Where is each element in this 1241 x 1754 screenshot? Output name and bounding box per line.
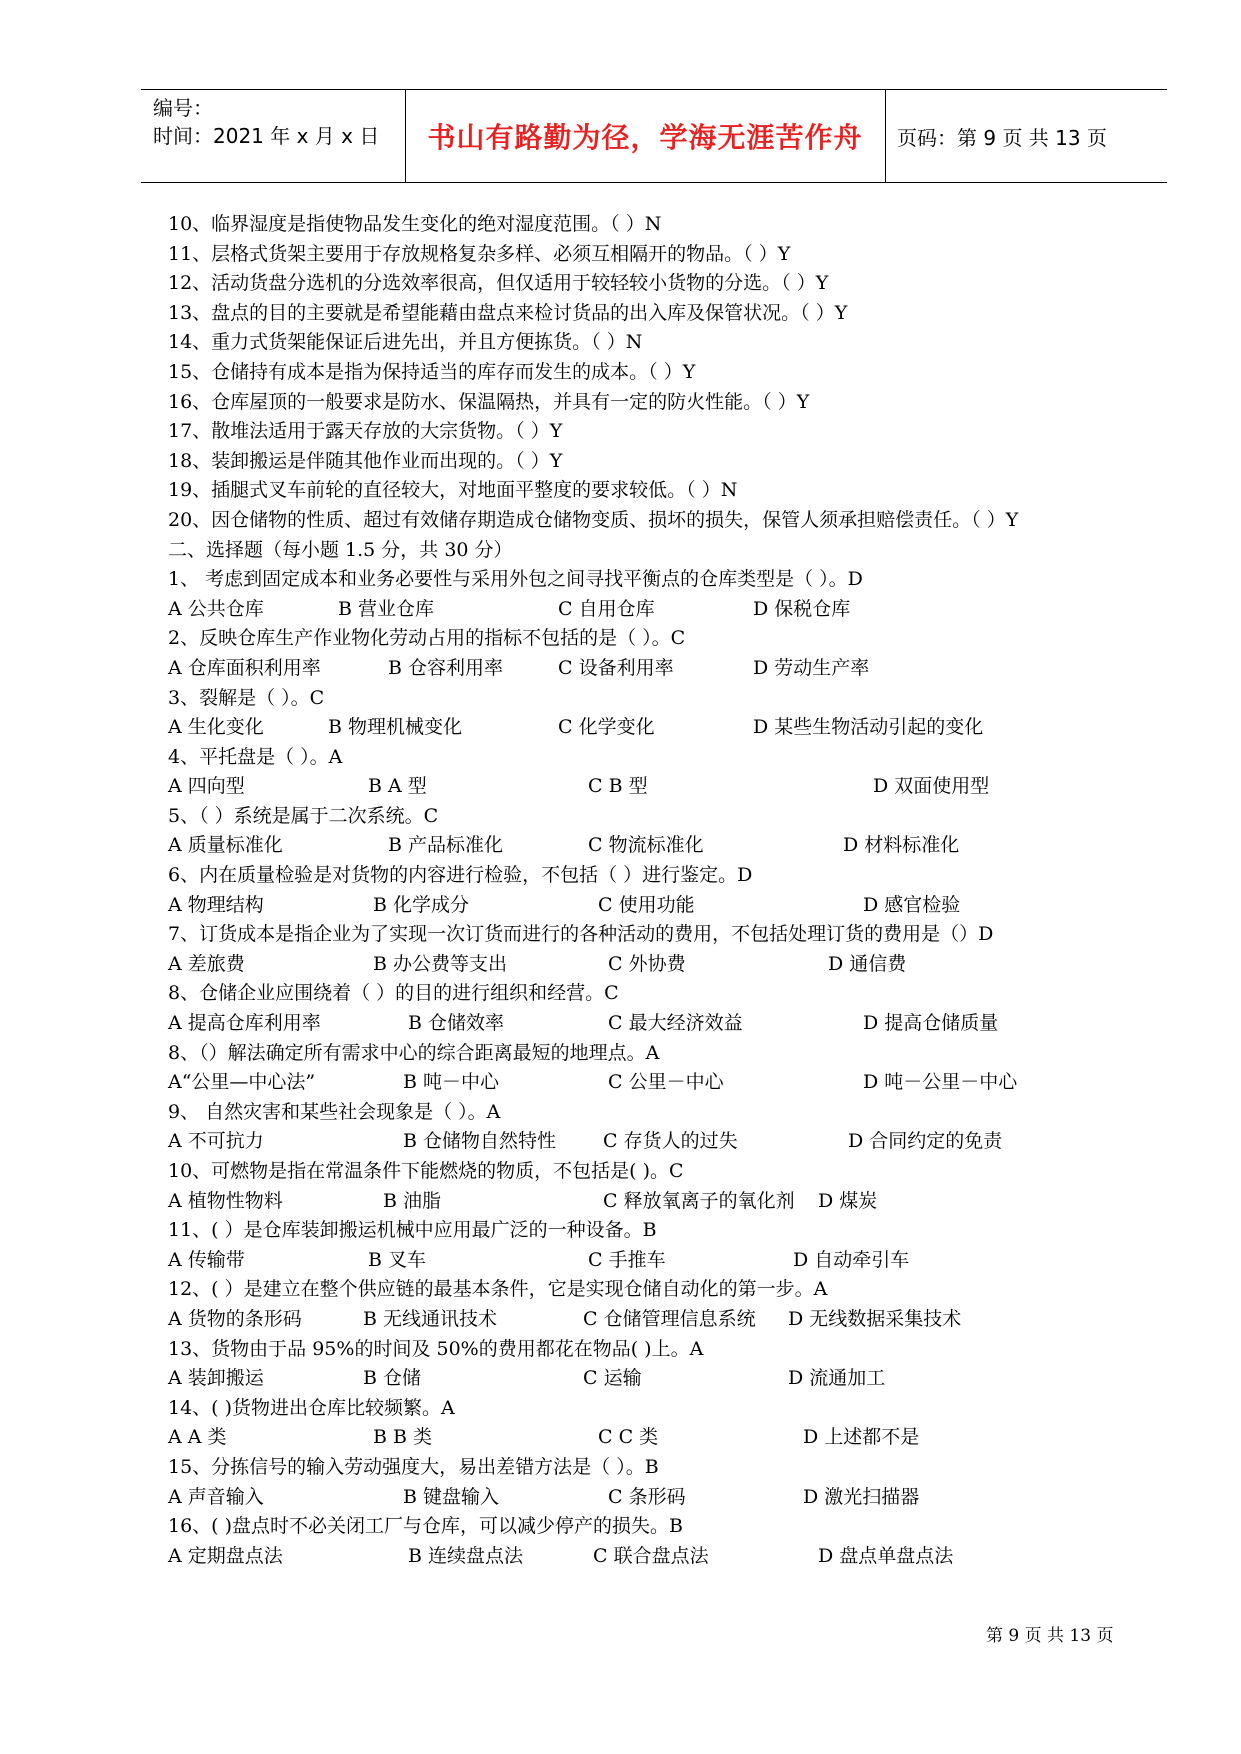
option-d: D 上述都不是 — [803, 1426, 920, 1449]
option-b: B 营业仓库 — [338, 597, 435, 620]
option-row — [168, 1305, 1188, 1335]
question-stem: 14、( )货物进出仓库比较频繁。A — [168, 1396, 455, 1419]
option-row — [168, 1187, 1188, 1217]
option-d: D 某些生物活动引起的变化 — [753, 716, 984, 739]
option-a: A 传输带 — [168, 1248, 245, 1271]
option-c: C 仓储管理信息系统 — [583, 1307, 756, 1330]
option-c: C 运输 — [583, 1367, 642, 1390]
option-c: C C 类 — [598, 1426, 659, 1449]
option-row — [168, 1423, 1188, 1453]
option-d: D 合同约定的免责 — [848, 1130, 1003, 1153]
judgement-item: 19、插腿式叉车前轮的直径较大，对地面平整度的要求较低。（ ）N — [168, 479, 738, 502]
option-a: A 生化变化 — [168, 716, 264, 739]
option-row — [168, 891, 1188, 921]
option-a: A 装卸搬运 — [168, 1367, 264, 1390]
option-a: A 四向型 — [168, 775, 245, 798]
option-row — [168, 772, 1188, 802]
question-stem: 5、（ ）系统是属于二次系统。C — [168, 804, 439, 827]
option-b: B 无线通讯技术 — [363, 1307, 498, 1330]
choice-list — [168, 565, 1188, 1571]
option-a: A 物理结构 — [168, 893, 264, 916]
question-stem: 7、订货成本是指企业为了实现一次订货而进行的各种活动的费用，不包括处理订货的费用是（）D — [168, 923, 994, 946]
question-stem: 12、( ）是建立在整个供应链的最基本条件，它是实现仓储自动化的第一步。A — [168, 1278, 828, 1301]
option-b: B 仓容利用率 — [388, 656, 504, 679]
option-b: B 油脂 — [383, 1189, 442, 1212]
judgement-item: 15、仓储持有成本是指为保持适当的库存而发生的成本。（ ）Y — [168, 360, 696, 383]
option-a: A 不可抗力 — [168, 1130, 264, 1153]
judgement-item: 10、临界湿度是指使物品发生变化的绝对湿度范围。（ ）N — [168, 213, 662, 235]
option-c: C 化学变化 — [558, 716, 655, 739]
page-header — [141, 89, 1167, 183]
option-d: D 无线数据采集技术 — [788, 1307, 962, 1330]
option-a: A A 类 — [168, 1426, 227, 1449]
option-a: A 定期盘点法 — [168, 1544, 283, 1567]
option-c: C 物流标准化 — [588, 834, 704, 857]
page-footer: 第 9 页 共 13 页 — [986, 1626, 1114, 1646]
question-stem: 3、裂解是（ ）。C — [168, 686, 325, 709]
option-c: C 自用仓库 — [558, 597, 655, 620]
option-b: B 产品标准化 — [388, 834, 504, 857]
option-d: D 感官检验 — [863, 893, 961, 916]
option-a: A 仓库面积利用率 — [168, 656, 321, 679]
option-b: B 吨－中心 — [403, 1071, 500, 1094]
judgement-item: 17、散堆法适用于露天存放的大宗货物。（ ）Y — [168, 420, 563, 443]
document-body — [168, 210, 1188, 1571]
option-a: A 声音输入 — [168, 1485, 264, 1508]
option-c: C 使用功能 — [598, 893, 695, 916]
option-b: B 叉车 — [368, 1248, 427, 1271]
judgement-item: 13、盘点的目的主要就是希望能藉由盘点来检讨货品的出入库及保管状况。（ ）Y — [168, 301, 848, 324]
judgement-item: 16、仓库屋顶的一般要求是防水、保温隔热，并具有一定的防火性能。（ ）Y — [168, 390, 810, 413]
option-b: B 仓储 — [363, 1367, 422, 1390]
option-d: D 盘点单盘点法 — [818, 1544, 954, 1567]
question-stem: 2、反映仓库生产作业物化劳动占用的指标不包括的是（ ）。C — [168, 627, 686, 650]
option-d: D 双面使用型 — [873, 775, 990, 798]
option-row — [168, 1364, 1188, 1394]
question-stem: 9、 自然灾害和某些社会现象是（ ）。A — [168, 1100, 501, 1123]
option-c: C 联合盘点法 — [593, 1544, 709, 1567]
option-row — [168, 654, 1188, 684]
option-c: C 外协费 — [608, 952, 686, 975]
question-stem: 15、分拣信号的输入劳动强度大，易出差错方法是（ ）。B — [168, 1455, 659, 1478]
option-d: D 材料标准化 — [843, 834, 960, 857]
option-b: B 仓储物自然特性 — [403, 1130, 557, 1153]
option-a: A 货物的条形码 — [168, 1307, 302, 1330]
option-b: B 仓储效率 — [408, 1012, 505, 1035]
option-c: C 设备利用率 — [558, 656, 674, 679]
option-d: D 吨－公里－中心 — [863, 1071, 1018, 1094]
section-title: 二、选择题（每小题 1.5 分，共 30 分） — [168, 538, 513, 561]
option-d: D 通信费 — [828, 952, 907, 975]
option-d: D 劳动生产率 — [753, 656, 870, 679]
judgement-item: 11、层格式货架主要用于存放规格复杂多样、必须互相隔开的物品。（ ）Y — [168, 242, 791, 265]
option-a: A 提高仓库利用率 — [168, 1012, 321, 1035]
option-c: C 存货人的过失 — [603, 1130, 738, 1153]
question-stem: 4、平托盘是（ ）。A — [168, 745, 343, 768]
option-d: D 提高仓储质量 — [863, 1012, 999, 1035]
header-meta — [153, 94, 379, 150]
option-row — [168, 831, 1188, 861]
judgement-item: 18、装卸搬运是伴随其他作业而出现的。（ ）Y — [168, 449, 563, 472]
question-stem: 16、( )盘点时不必关闭工厂与仓库，可以减少停产的损失。B — [168, 1515, 684, 1538]
option-d: D 激光扫描器 — [803, 1485, 920, 1508]
question-stem: 1、 考虑到固定成本和业务必要性与采用外包之间寻找平衡点的仓库类型是（ ）。D — [168, 568, 863, 591]
option-d: D 流通加工 — [788, 1367, 886, 1390]
judgement-item: 12、活动货盘分选机的分选效率很高，但仅适用于较轻较小货物的分选。（ ）Y — [168, 272, 829, 295]
header-motto: 书山有路勤为径，学海无涯苦作舟 — [427, 121, 863, 154]
judgement-item: 14、重力式货架能保证后进先出，并且方便拣货。（ ）N — [168, 331, 643, 354]
option-b: B A 型 — [368, 775, 427, 798]
option-a: A 植物性物料 — [168, 1189, 283, 1212]
option-c: C 释放氧离子的氧化剂 — [603, 1189, 795, 1212]
option-c: C 手推车 — [588, 1248, 666, 1271]
option-b: B B 类 — [373, 1426, 433, 1449]
option-b: B 键盘输入 — [403, 1485, 500, 1508]
option-row — [168, 595, 1188, 625]
option-row — [168, 1542, 1188, 1572]
option-a: A“公里—中心法” — [168, 1071, 316, 1094]
time-label: 时间：2021 年 x 月 x 日 — [153, 124, 380, 148]
option-b: B 办公费等支出 — [373, 952, 508, 975]
header-divider — [885, 90, 886, 182]
option-b: B 化学成分 — [373, 893, 470, 916]
option-row — [168, 1009, 1188, 1039]
option-b: B 物理机械变化 — [328, 716, 463, 739]
question-stem: 6、内在质量检验是对货物的内容进行检验，不包括（ ）进行鉴定。D — [168, 864, 753, 887]
option-c: C 最大经济效益 — [608, 1012, 743, 1035]
judgement-item: 20、因仓储物的性质、超过有效储存期造成仓储物变质、损坏的损失，保管人须承担赔偿责任。（ ）Y — [168, 508, 1019, 531]
option-c: C 条形码 — [608, 1485, 686, 1508]
option-a: A 公共仓库 — [168, 597, 264, 620]
question-stem: 13、货物由于品 95%的时间及 50%的费用都花在物品( )上。A — [168, 1337, 704, 1360]
option-row — [168, 1246, 1188, 1276]
option-row — [168, 713, 1188, 743]
option-row — [168, 1483, 1188, 1513]
option-b: B 连续盘点法 — [408, 1544, 524, 1567]
number-label: 编号： — [153, 96, 213, 120]
header-page-number: 页码：第 9 页 共 13 页 — [897, 125, 1107, 150]
question-stem: 10、可燃物是指在常温条件下能燃烧的物质，不包括是( )。C — [168, 1160, 684, 1182]
option-row — [168, 1068, 1188, 1098]
option-d: D 自动牵引车 — [793, 1248, 910, 1271]
option-c: C B 型 — [588, 775, 648, 798]
option-d: D 保税仓库 — [753, 597, 851, 620]
option-c: C 公里－中心 — [608, 1071, 724, 1094]
option-row — [168, 950, 1188, 980]
question-stem: 8、仓储企业应围绕着（ ）的目的进行组织和经营。C — [168, 982, 619, 1005]
option-row — [168, 1127, 1188, 1157]
judgement-list — [168, 210, 1188, 536]
option-a: A 差旅费 — [168, 952, 245, 975]
option-d: D 煤炭 — [818, 1189, 878, 1212]
question-stem: 11、( ）是仓库装卸搬运机械中应用最广泛的一种设备。B — [168, 1219, 657, 1242]
question-stem: 8、（）解法确定所有需求中心的综合距离最短的地理点。A — [168, 1041, 660, 1064]
option-a: A 质量标准化 — [168, 834, 283, 857]
